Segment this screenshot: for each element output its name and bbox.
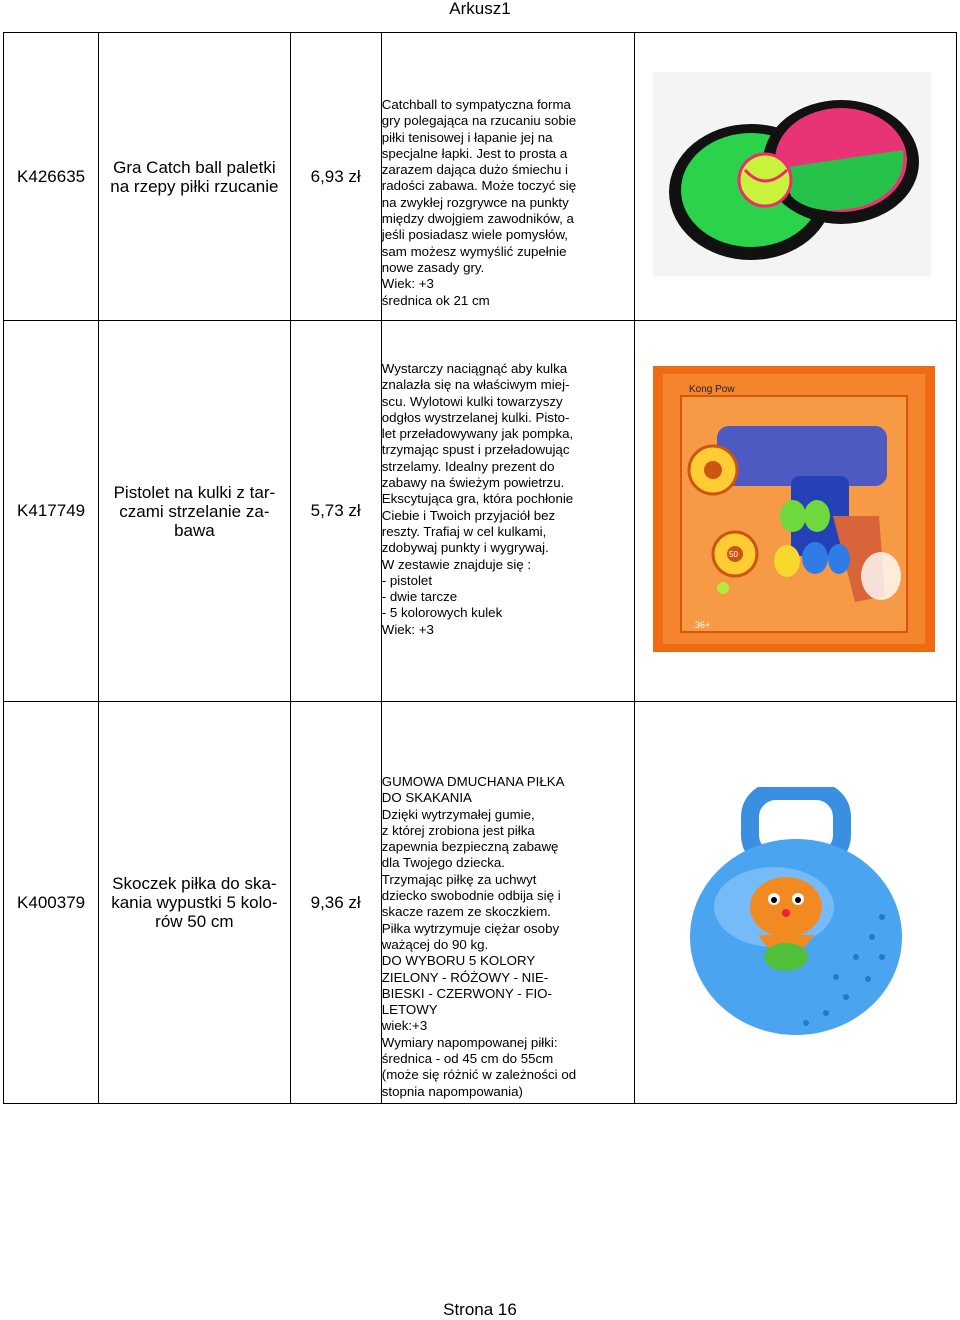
description-line: między dwojgiem zawodników, a — [381, 211, 574, 227]
sheet-title: Arkusz1 — [449, 0, 511, 18]
product-price: 9,36 zł — [290, 702, 381, 1104]
description-line: DO WYBORU 5 KOLORY — [381, 953, 536, 969]
description-line: Wystarczy naciągnąć aby kulka — [381, 361, 568, 376]
product-name-line: Gra Catch ball paletki — [113, 157, 276, 177]
table-row — [4, 702, 957, 1104]
description-line: Dzięki wytrzymałej gumie, — [381, 806, 535, 822]
description-line: strzelamy. Idealny prezent do — [381, 458, 555, 474]
description-line: sam możesz wymyślić zupełnie — [381, 243, 567, 259]
description-line: DO SKAKANIA — [381, 790, 472, 806]
description-line: jeśli posiadasz wiele pomysłów, — [381, 227, 569, 243]
description-line: radości zabawa. Może toczyć się — [381, 178, 577, 194]
description-line: średnica ok 21 cm — [381, 292, 490, 308]
description-line: Wiek: +3 — [381, 621, 434, 637]
description-line: ZIELONY - RÓŻOWY - NIE- — [381, 969, 549, 985]
description-line: na zwykłej rozgrywce na punkty — [381, 194, 569, 210]
description-line: piłki tenisowej i łapanie jej na — [381, 129, 553, 145]
description-line: BIESKI - CZERWONY - FIO- — [381, 985, 552, 1001]
description-line: let przeładowywany jak pompka, — [381, 426, 574, 442]
description-line: skacze razem ze skoczkiem. — [381, 904, 551, 920]
description-line: - dwie tarcze — [381, 589, 458, 605]
product-name-line: czami strzelanie za- — [119, 501, 270, 521]
toy-gun-box-image — [653, 366, 935, 652]
table-row — [4, 33, 957, 321]
product-name-line: bawa — [174, 520, 215, 540]
description-line: Piłka wytrzymuje ciężar osoby — [381, 920, 560, 936]
description-line: z której zrobiona jest piłka — [381, 822, 535, 838]
description-line: gry polegająca na rzucaniu sobie — [381, 113, 577, 129]
description-line: reszty. Trafiaj w cel kulkami, — [381, 523, 547, 539]
description-line: zarazem dająca dużo śmiechu i — [381, 162, 569, 178]
description-line: odgłos wystrzelanej kulki. Pisto- — [381, 409, 570, 425]
description-line: średnica - od 45 cm do 55cm — [381, 1051, 554, 1067]
description-line: - 5 kolorowych kulek — [381, 605, 503, 621]
box-logo-text: Kong Pow — [688, 383, 735, 395]
product-description — [381, 702, 635, 1104]
product-price: 6,93 zł — [290, 33, 381, 321]
catch-ball-paddles-image — [653, 72, 931, 276]
product-code: K417749 — [4, 321, 99, 702]
description-line: GUMOWA DMUCHANA PIŁKA — [381, 774, 565, 789]
description-line: W zestawie znajduje się : — [381, 556, 532, 572]
description-line: specjalne łapki. Jest to prosta a — [381, 145, 568, 161]
product-table — [3, 32, 957, 1104]
description-line: LETOWY — [381, 1002, 438, 1018]
description-line: znalazła się na właściwym miej- — [381, 377, 570, 393]
product-name — [99, 702, 290, 1104]
box-age-text: 36+ — [694, 619, 710, 630]
product-name-line: rów 50 cm — [155, 912, 234, 931]
product-name-line: kania wypustki 5 kolo- — [111, 893, 278, 912]
description-line: zdobywaj punkty i wygrywaj. — [381, 540, 549, 556]
product-image-cell — [635, 33, 957, 321]
description-line: ważącej do 90 kg. — [381, 936, 489, 952]
description-line: dziecko swobodnie odbija się i — [381, 888, 561, 904]
product-price: 5,73 zł — [290, 321, 381, 702]
description-line: wiek:+3 — [381, 1018, 428, 1034]
description-line: zabawy na świeżym powietrzu. — [381, 475, 565, 491]
product-code: K400379 — [4, 702, 99, 1104]
description-line: scu. Wylotowi kulki towarzyszy — [381, 393, 563, 409]
description-line: stopnia napompowania) — [381, 1083, 523, 1099]
table-row — [4, 321, 957, 702]
description-line: (może się różnić w zależności od — [381, 1067, 577, 1083]
description-line: zapewnia bezpieczną zabawę — [381, 839, 559, 855]
product-name-line: Pistolet na kulki z tar- — [113, 482, 276, 502]
description-line: - pistolet — [381, 572, 433, 588]
page-footer: Strona 16 — [443, 1300, 517, 1319]
product-name-line: na rzepy piłki rzucanie — [110, 176, 279, 196]
product-image-cell — [635, 321, 957, 702]
product-description — [381, 33, 635, 321]
hopper-ball-image — [686, 787, 906, 1037]
description-line: nowe zasady gry. — [381, 259, 485, 275]
product-description — [381, 321, 635, 702]
description-line: trzymając spust i przeładowując — [381, 442, 570, 458]
product-code: K426635 — [4, 33, 99, 321]
product-name — [99, 321, 290, 702]
product-image-cell — [635, 702, 957, 1104]
product-name — [99, 33, 290, 321]
description-line: Catchball to sympatyczna forma — [381, 97, 571, 112]
target-score-text: 50 — [728, 549, 738, 559]
description-line: Wiek: +3 — [381, 276, 434, 292]
description-line: Ciebie i Twoich przyjaciół bez — [381, 507, 556, 523]
description-line: dla Twojego dziecka. — [381, 855, 505, 871]
product-name-line: Skoczek piłka do ska- — [112, 874, 277, 893]
description-line: Ekscytująca gra, która pochłonie — [381, 491, 574, 507]
description-line: Wymiary napompowanej piłki: — [381, 1034, 558, 1050]
description-line: Trzymając piłkę za uchwyt — [381, 871, 537, 887]
